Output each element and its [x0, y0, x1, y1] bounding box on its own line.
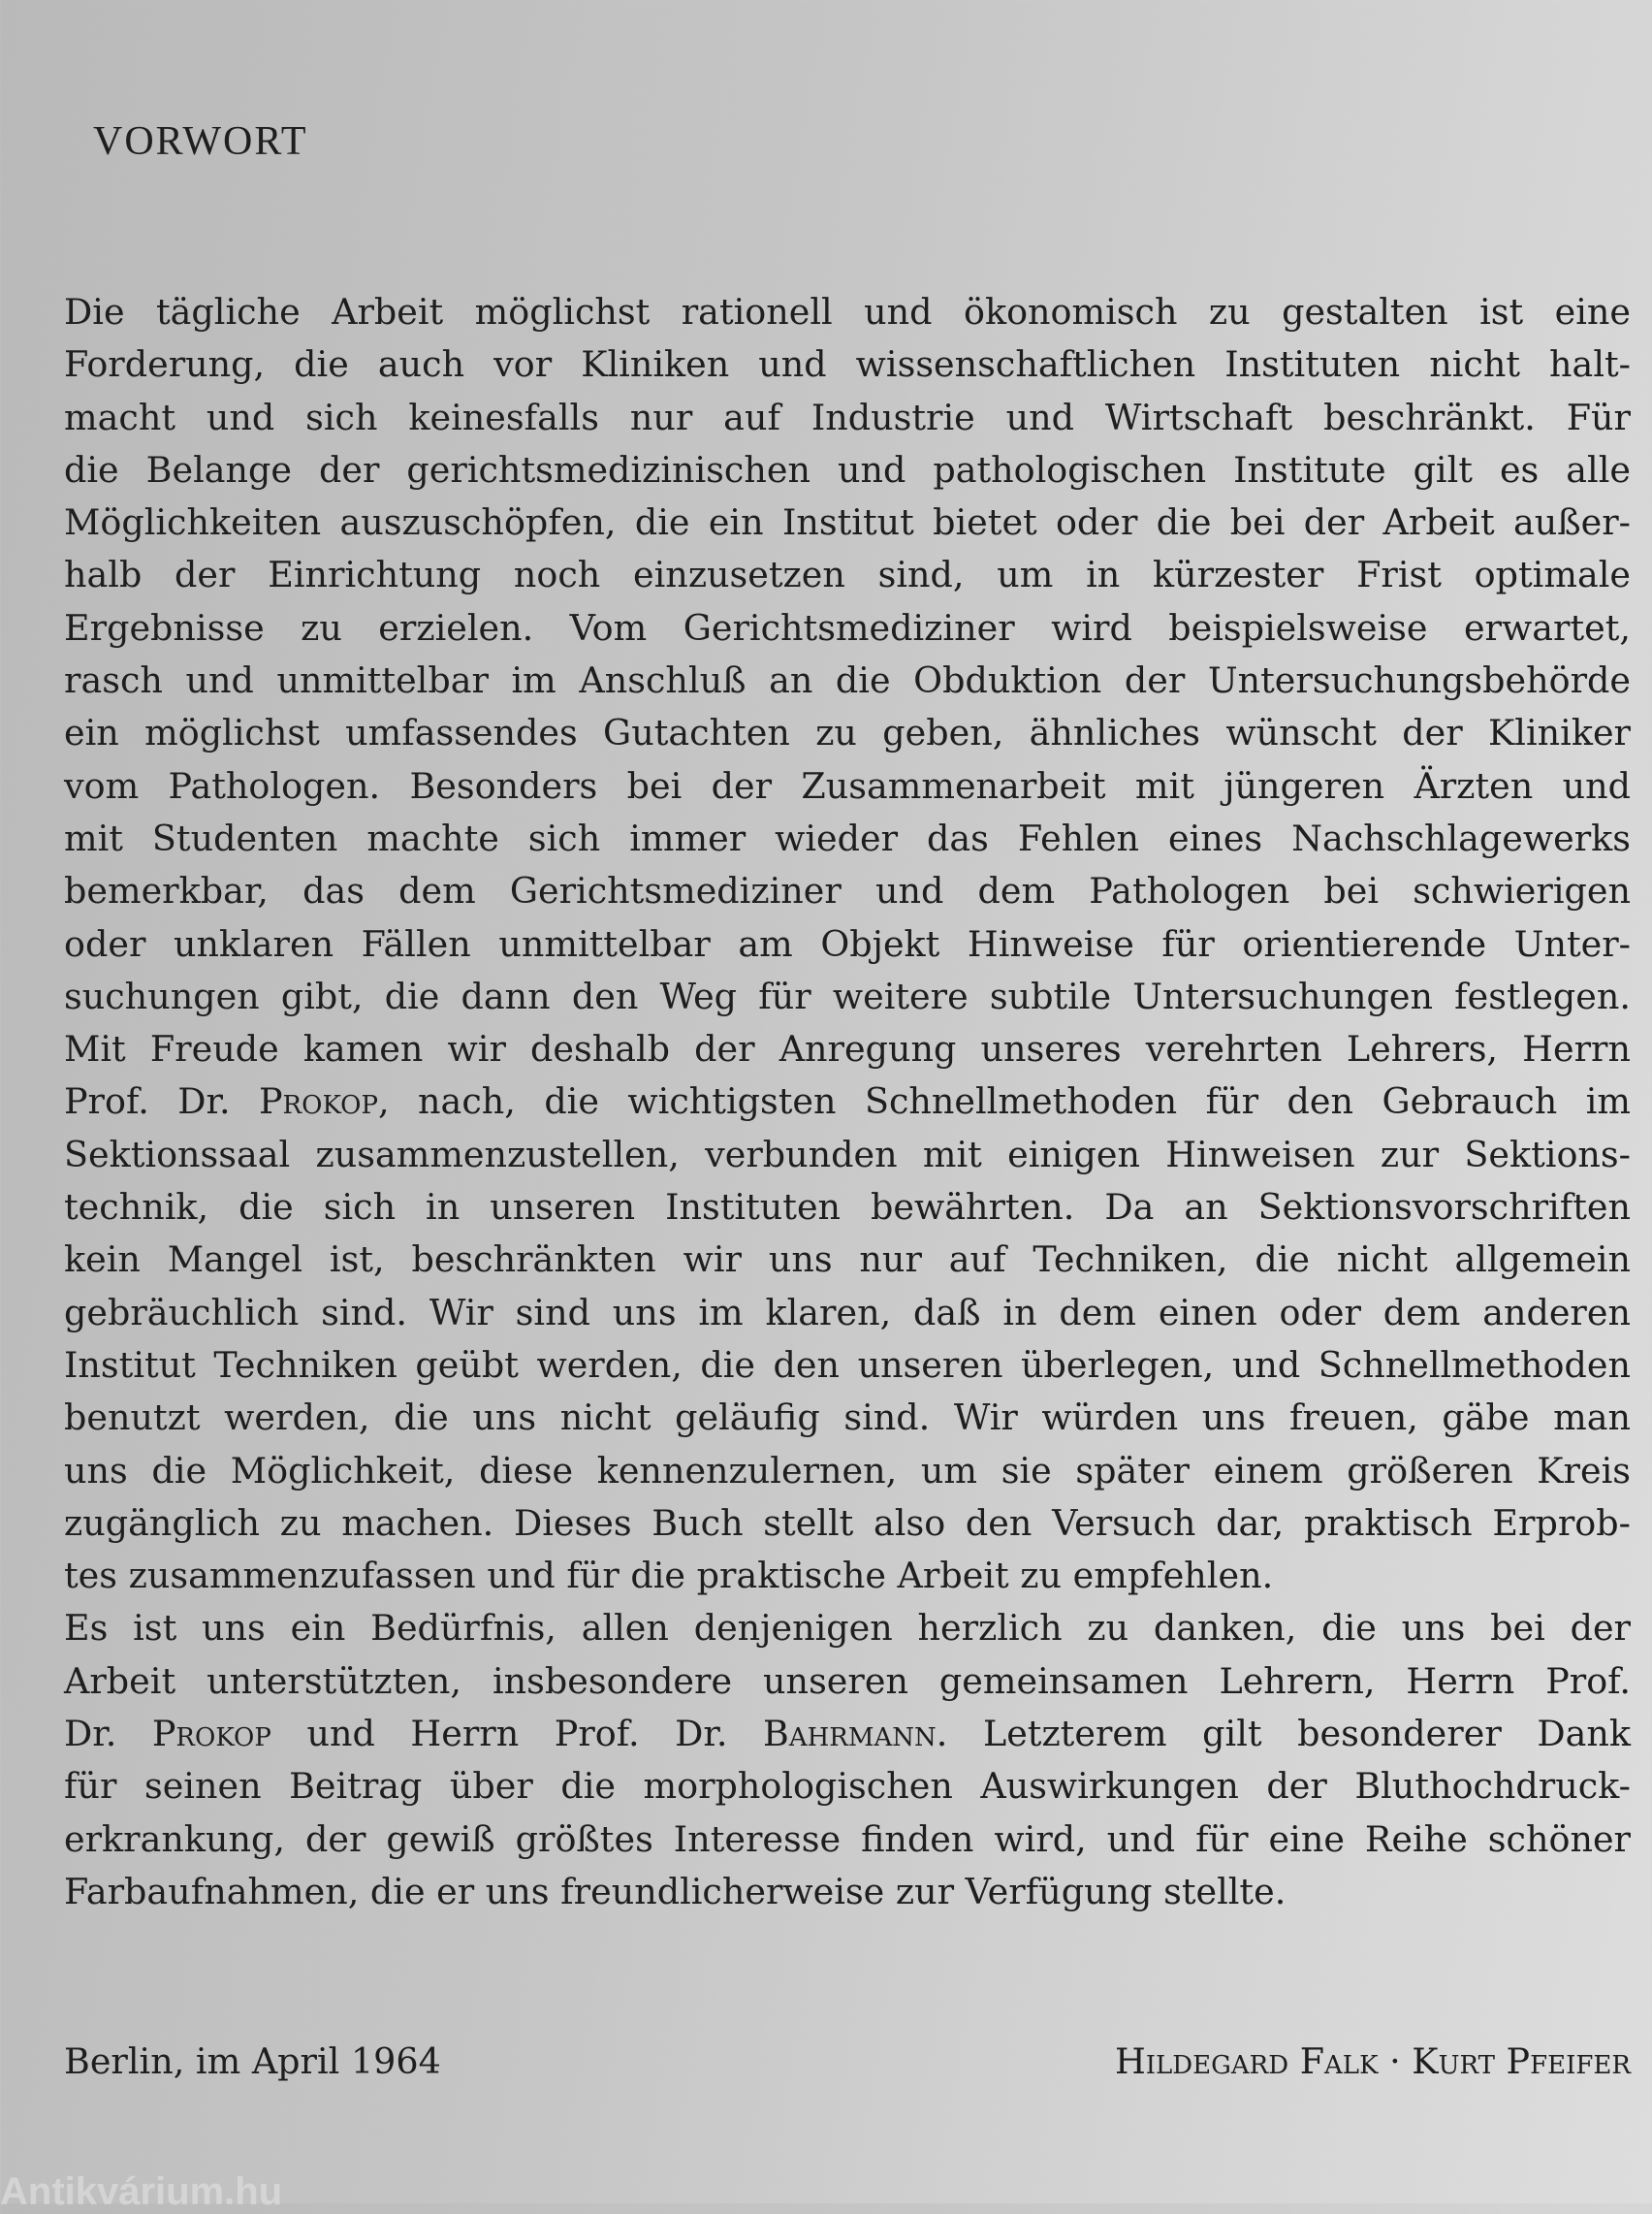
text-line: kein Mangel ist, beschränkten wir uns nur auf Techniken, die nicht allgemein — [64, 1238, 1631, 1281]
authors: Hildegard Falk · Kurt Pfeifer — [1114, 2040, 1631, 2082]
text-line: Sektionssaal zusammenzustellen, verbunden mit einigen Hinweisen zur Sektions- — [64, 1133, 1631, 1175]
text-line: Prof. Dr. Prokop, nach, die wichtigsten Schnellmethoden für den Gebrauch im — [64, 1080, 1631, 1123]
text-line: ein möglichst umfassendes Gutachten zu geben, ähnliches wünscht der Kliniker — [64, 712, 1631, 754]
text-line: Möglichkeiten auszuschöpfen, die ein Institut bietet oder die bei der Arbeit außer- — [64, 501, 1631, 544]
text-line: macht und sich keinesfalls nur auf Industrie und Wirtschaft beschränkt. Für — [64, 396, 1631, 438]
text-line: Es ist uns ein Bedürfnis, allen denjenigen herzlich zu danken, die uns bei der — [64, 1607, 1631, 1650]
text-line: benutzt werden, die uns nicht geläufig sind. Wir würden uns freuen, gäbe man — [64, 1396, 1631, 1439]
paragraph — [64, 1023, 1631, 1602]
text-line: bemerkbar, das dem Gerichtsmediziner und dem Pathologen bei schwierigen — [64, 870, 1631, 913]
watermark: Antikvárium.hu — [0, 2170, 283, 2213]
text-line: Die tägliche Arbeit möglichst rationell und ökonomisch zu gestalten ist eine — [64, 291, 1631, 333]
paragraph — [64, 1602, 1631, 1918]
place-date: Berlin, im April 1964 — [64, 2040, 441, 2082]
text-line: Mit Freude kamen wir deshalb der Anregung unseres verehrten Lehrers, Herrn — [64, 1028, 1631, 1071]
text-line: für seinen Beitrag über die morphologischen Auswirkungen der Bluthochdruck- — [64, 1765, 1631, 1808]
text-line: Arbeit unterstützten, insbesondere unseren gemeinsamen Lehrern, Herrn Prof. — [64, 1659, 1631, 1702]
text-line: Farbaufnahmen, die er uns freundlicherweise zur Verfügung stellte. — [64, 1870, 1287, 1912]
text-line: technik, die sich in unseren Instituten bewährten. Da an Sektionsvorschriften — [64, 1186, 1631, 1229]
text-line: suchungen gibt, die dann den Weg für weitere subtile Untersuchungen festlegen. — [64, 975, 1631, 1017]
text-line: Dr. Prokop und Herrn Prof. Dr. Bahrmann. Letzterem gilt besonderer Dank — [64, 1713, 1631, 1755]
foreword-body — [64, 286, 1631, 1918]
text-line: zugänglich zu machen. Dieses Buch stellt also den Versuch dar, praktisch Erprob- — [64, 1501, 1631, 1544]
text-line: oder unklaren Fällen unmittelbar am Objekt Hinweise für orientierende Unter- — [64, 922, 1631, 965]
signature-footer — [64, 2033, 1631, 2091]
text-line: rasch und unmittelbar im Anschluß an die Obduktion der Untersuchungsbehörde — [64, 659, 1631, 702]
text-line: erkrankung, der gewiß größtes Interesse finden wird, und für eine Reihe schöner — [64, 1817, 1631, 1860]
paragraph — [64, 286, 1631, 1023]
text-line: die Belange der gerichtsmedizinischen und pathologischen Institute gilt es alle — [64, 448, 1631, 491]
text-line: Institut Techniken geübt werden, die den unseren überlegen, und Schnellmethoden — [64, 1343, 1631, 1386]
text-line: vom Pathologen. Besonders bei der Zusammenarbeit mit jüngeren Ärzten und — [64, 764, 1631, 807]
text-line: tes zusammenzufassen und für die praktische Arbeit zu empfehlen. — [64, 1555, 1274, 1597]
text-line: Ergebnisse zu erzielen. Vom Gerichtsmediziner wird beispielsweise erwartet, — [64, 606, 1631, 649]
page-heading: VORWORT — [93, 119, 308, 164]
text-line: Forderung, die auch vor Kliniken und wissenschaftlichen Instituten nicht halt- — [64, 343, 1631, 386]
text-line: gebräuchlich sind. Wir sind uns im klaren, daß in dem einen oder dem anderen — [64, 1291, 1631, 1333]
text-line: uns die Möglichkeit, diese kennenzulernen, um sie später einem größeren Kreis — [64, 1449, 1631, 1492]
text-line: mit Studenten machte sich immer wieder das Fehlen eines Nachschlagewerks — [64, 817, 1631, 859]
text-line: halb der Einrichtung noch einzusetzen sind, um in kürzester Frist optimale — [64, 554, 1631, 596]
